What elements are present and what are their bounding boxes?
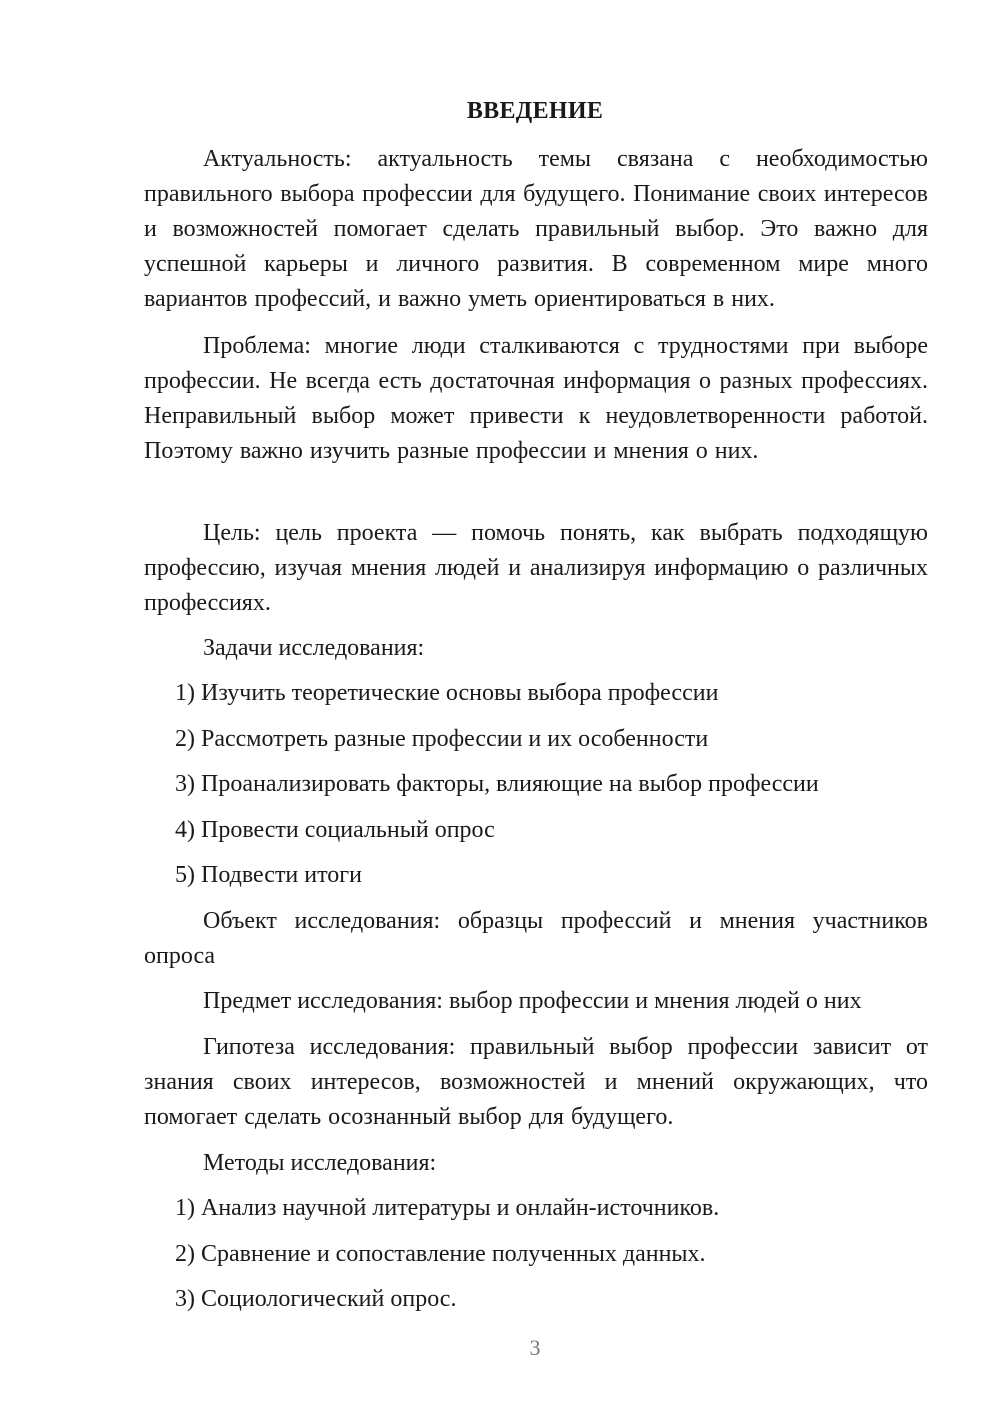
page-number: 3 xyxy=(529,1335,541,1360)
problem-paragraph: Проблема: многие люди сталкиваются с трудностями при выборе профессии. Не всегда есть достаточная информация о разных профессиях. Неправильный выбор может привести к неудовлетворенности работой. Поэтому важно изучить разные профессии и мнения о них. xyxy=(144,333,928,464)
task-item: 3) Проанализировать факторы, влияющие на выбор профессии xyxy=(175,771,819,797)
task-item: 1) Изучить теоретические основы выбора профессии xyxy=(175,680,719,706)
goal-paragraph: Цель: цель проекта — помочь понять, как выбрать подходящую профессию, изучая мнения людей и анализируя информацию о различных профессиях. xyxy=(144,520,928,616)
method-item: 1) Анализ научной литературы и онлайн-источников. xyxy=(175,1195,720,1221)
tasks-title: Задачи исследования: xyxy=(203,635,425,661)
object-paragraph: Объект исследования: образцы профессий и мнения участников опроса xyxy=(144,908,928,969)
method-item: 3) Социологический опрос. xyxy=(175,1286,457,1312)
method-item: 2) Сравнение и сопоставление полученных данных. xyxy=(175,1241,706,1267)
subject-line: Предмет исследования: выбор профессии и мнения людей о них xyxy=(203,988,862,1014)
task-item: 5) Подвести итоги xyxy=(175,862,362,888)
relevance-paragraph: Актуальность: актуальность темы связана с необходимостью правильного выбора профессии для будущего. Понимание своих интересов и возможностей помогает сделать правильный выбор. Это важно для успешной карьеры и личного развития. В современном мире много вариантов профессий, и важно уметь ориентироваться в них. xyxy=(144,146,928,312)
task-item: 4) Провести социальный опрос xyxy=(175,817,495,843)
methods-title: Методы исследования: xyxy=(203,1150,437,1176)
task-item: 2) Рассмотреть разные профессии и их особенности xyxy=(175,726,709,752)
page-title: ВВЕДЕНИЕ xyxy=(466,98,604,124)
hypothesis-paragraph: Гипотеза исследования: правильный выбор профессии зависит от знания своих интересов, возможностей и мнений окружающих, что помогает сделать осознанный выбор для будущего. xyxy=(144,1034,928,1130)
